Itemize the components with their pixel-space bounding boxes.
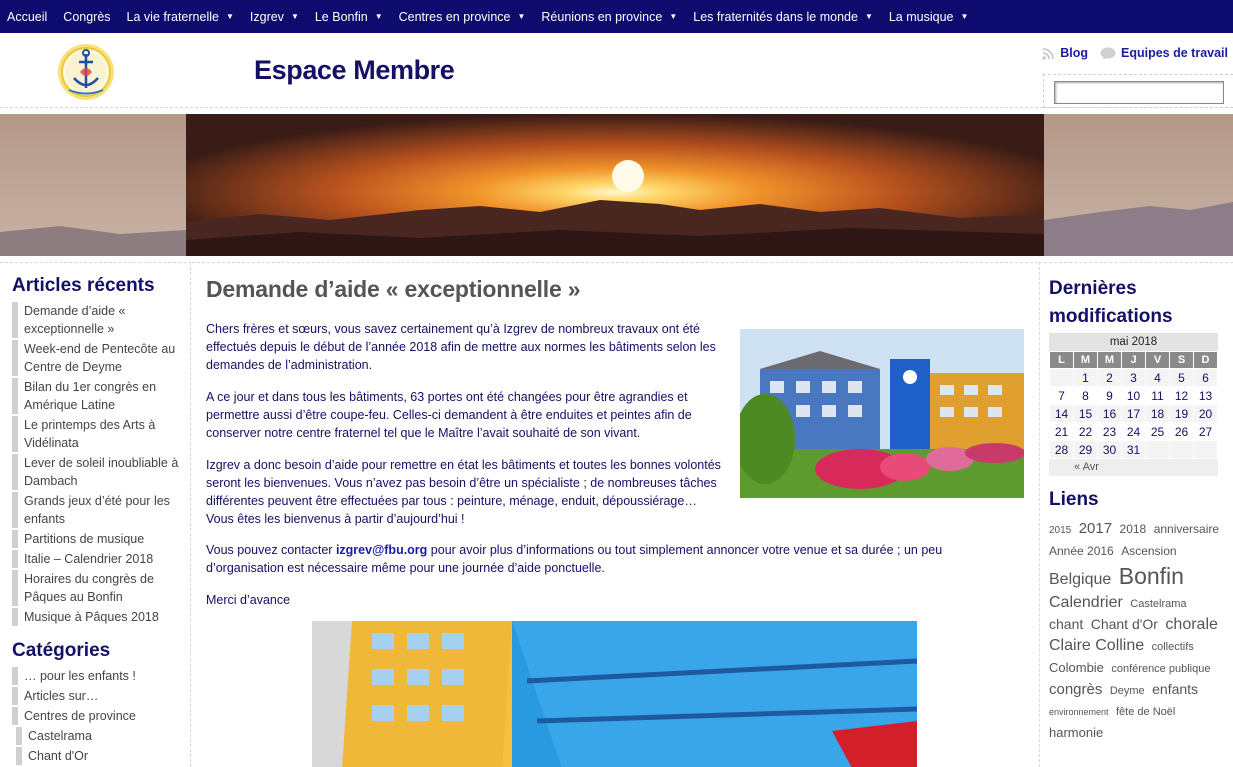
post-paragraph: Merci d’avance [206, 593, 291, 607]
recent-article-link[interactable]: Grands jeux d’été pour les enfants [12, 492, 184, 528]
category-link[interactable]: Castelrama [16, 727, 184, 745]
tag-link[interactable]: enfants [1152, 680, 1199, 697]
recent-articles-heading: Articles récents [12, 275, 155, 296]
work-teams-link[interactable] [1100, 46, 1228, 60]
tag-link[interactable]: Chant d'Or [1090, 615, 1158, 632]
nav-item-label: Centres en province [398, 9, 511, 24]
tag-link[interactable]: harmonie [1049, 724, 1104, 740]
rss-icon [1042, 47, 1055, 60]
calendar-day: 22 [1074, 423, 1098, 441]
calendar-week [1050, 423, 1218, 441]
chat-bubble-icon [1100, 47, 1116, 60]
category-link[interactable]: Chant d'Or [16, 747, 184, 765]
calendar-day: 9 [1098, 387, 1122, 405]
tag-link[interactable]: environnement [1049, 707, 1109, 718]
tag-link[interactable]: Castelrama [1130, 598, 1187, 611]
recent-article-link[interactable]: Horaires du congrès de Pâques au Bonfin [12, 570, 184, 606]
calendar-day: 5 [1170, 369, 1194, 387]
calendar-day: 17 [1122, 405, 1146, 423]
calendar-day: 15 [1074, 405, 1098, 423]
calendar-day: 1 [1074, 369, 1098, 387]
nav-item[interactable] [308, 0, 392, 33]
nav-item[interactable] [534, 0, 686, 33]
tag-link[interactable]: Claire Colline [1049, 637, 1145, 655]
calendar-day-header: V [1146, 352, 1170, 369]
calendar-day: 28 [1050, 441, 1074, 459]
calendar-day: 14 [1050, 405, 1074, 423]
page-title: Espace Membre [254, 55, 455, 85]
calendar-day: 19 [1170, 405, 1194, 423]
calendar-day [1146, 441, 1170, 459]
calendar-day: 20 [1194, 405, 1218, 423]
calendar-day: 18 [1146, 405, 1170, 423]
calendar-day-header: S [1170, 352, 1194, 369]
chevron-down-icon: ▼ [290, 12, 299, 21]
recent-article-link[interactable]: Partitions de musique [12, 530, 184, 548]
contact-text-rest: pour avoir plus d’informations ou tout simplement annoncer votre venue et sa durée ; un peu d’organisation est nécessaire même pour une journée d’aide ponctuelle. [206, 543, 943, 575]
calendar-day: 16 [1098, 405, 1122, 423]
nav-item-label: Congrès [63, 9, 111, 24]
calendar-prev-link[interactable]: « Avr [1049, 459, 1218, 476]
nav-item[interactable] [243, 0, 308, 33]
recent-article-link[interactable]: Demande d’aide « exceptionnelle » [12, 302, 184, 338]
calendar-day-header: L [1050, 352, 1074, 369]
site-header [0, 33, 1233, 108]
work-teams-link-label: Equipes de travail [1121, 46, 1228, 60]
right-sidebar [1039, 262, 1233, 767]
recent-article-link[interactable]: Le printemps des Arts à Vidélinata [12, 416, 184, 452]
calendar-day: 3 [1122, 369, 1146, 387]
latest-changes-heading: Dernières modifications [1049, 278, 1173, 327]
calendar-day: 24 [1122, 423, 1146, 441]
nav-item-label: Accueil [7, 9, 48, 24]
chevron-down-icon: ▼ [669, 12, 678, 21]
category-link[interactable]: Articles sur… [12, 687, 184, 705]
tag-link[interactable]: Année 2016 [1049, 543, 1114, 558]
calendar-day: 8 [1074, 387, 1098, 405]
calendar-day: 25 [1146, 423, 1170, 441]
nav-item[interactable] [686, 0, 882, 33]
recent-article-link[interactable]: Bilan du 1er congrès en Amérique Latine [12, 378, 184, 414]
calendar-day: 6 [1194, 369, 1218, 387]
calendar-day: 21 [1050, 423, 1074, 441]
tag-link[interactable]: 2018 [1119, 522, 1147, 536]
nav-item-label: La vie fraternelle [126, 9, 219, 24]
nav-item-label: Les fraternités dans le monde [693, 9, 858, 24]
chevron-down-icon: ▼ [517, 12, 526, 21]
recent-article-link[interactable]: Musique à Pâques 2018 [12, 608, 184, 626]
sunset-banner-image [0, 114, 1233, 256]
nav-item-label: Izgrev [249, 9, 284, 24]
calendar-day: 27 [1194, 423, 1218, 441]
categories-heading: Catégories [12, 640, 111, 661]
tag-link[interactable]: anniversaire [1153, 522, 1220, 536]
tag-link[interactable]: fête de Noël [1116, 706, 1176, 719]
post-title: Demande d’aide « exceptionnelle » [206, 276, 581, 302]
category-link[interactable]: … pour les enfants ! [12, 667, 184, 685]
tag-link[interactable]: Deyme [1109, 684, 1145, 697]
calendar-day: 4 [1146, 369, 1170, 387]
calendar-day: 30 [1098, 441, 1122, 459]
blog-link[interactable] [1042, 46, 1088, 60]
tag-link[interactable]: collectifs [1151, 641, 1194, 654]
calendar-day: 31 [1122, 441, 1146, 459]
calendar-day [1194, 441, 1218, 459]
tag-link[interactable]: Ascension [1121, 543, 1177, 558]
calendar-day: 7 [1050, 387, 1074, 405]
recent-article-link[interactable]: Italie – Calendrier 2018 [12, 550, 184, 568]
calendar-day-header: M [1098, 352, 1122, 369]
calendar-day: 11 [1146, 387, 1170, 405]
left-sidebar [0, 262, 191, 767]
post-paragraph: Chers frères et sœurs, vous savez certainement qu’à Izgrev de nombreux travaux ont été effectués depuis le début de l’année 2018 afin de mettre aux normes les bâtiments selon les demandes de l’administration. [206, 322, 716, 372]
calendar-day: 23 [1098, 423, 1122, 441]
nav-item[interactable] [392, 0, 535, 33]
contact-text: Vous pouvez contacter [206, 543, 336, 557]
nav-item[interactable] [56, 0, 119, 33]
chevron-down-icon: ▼ [225, 12, 234, 21]
tag-link[interactable]: conférence publique [1111, 663, 1211, 676]
calendar-week [1050, 369, 1218, 387]
tag-link[interactable]: congrès [1049, 680, 1103, 698]
tag-link[interactable]: Bonfin [1118, 563, 1184, 590]
search-box [1043, 74, 1233, 108]
calendar-day-header: D [1194, 352, 1218, 369]
nav-item-label: Réunions en province [541, 9, 663, 24]
recent-article-link[interactable]: Week-end de Pentecôte au Centre de Deyme [12, 340, 184, 376]
main-content [192, 262, 1038, 767]
calendar-day: 26 [1170, 423, 1194, 441]
blog-link-label: Blog [1060, 46, 1089, 60]
post-paragraph: A ce jour et dans tous les bâtiments, 63 portes ont été changées pour être agrandies et permettre aussi d’être coupe-feu. Celles-ci demandent à être enduites et peintes afin de conserver notre centre fraternel tel que le Maître l’avait souhaité de son vivant. [206, 390, 692, 440]
chevron-down-icon: ▼ [864, 12, 873, 21]
tag-link[interactable]: Belgique [1049, 571, 1112, 589]
calendar-day [1170, 441, 1194, 459]
calendar-day-header: J [1122, 352, 1146, 369]
links-heading: Liens [1049, 489, 1099, 510]
header-links [1030, 46, 1228, 60]
nav-item[interactable] [120, 0, 243, 33]
top-navigation [0, 0, 1233, 33]
tag-link[interactable]: chorale [1165, 615, 1218, 633]
calendar-week [1050, 405, 1218, 423]
tag-link[interactable]: chant [1049, 615, 1084, 632]
tag-link[interactable]: 2017 [1078, 520, 1113, 537]
chevron-down-icon: ▼ [374, 12, 383, 21]
categories-list [12, 667, 190, 765]
tag-cloud [1049, 518, 1229, 743]
recent-articles-list [12, 302, 190, 626]
calendar-day: 29 [1074, 441, 1098, 459]
recent-article-link[interactable]: Lever de soleil inoubliable à Dambach [12, 454, 184, 490]
nav-item[interactable] [882, 0, 978, 33]
building-facade-photo [312, 621, 917, 767]
calendar-day: 13 [1194, 387, 1218, 405]
tag-link[interactable]: Calendrier [1049, 594, 1123, 612]
email-link[interactable]: izgrev@fbu.org [335, 543, 428, 557]
calendar-day: 2 [1098, 369, 1122, 387]
tag-link[interactable]: Colombie [1049, 660, 1104, 676]
calendar-day: 12 [1170, 387, 1194, 405]
post-paragraph: Izgrev a donc besoin d’aide pour remettre en état les bâtiments et toutes les bonnes volontés seront les bienvenues. Vous n’avez pas besoin d’être un spécialiste ; de nombreuses tâches différentes peuvent être effectuées par tous : peinture, ménage, enduit, dépoussiérage… Vous êtes les bienvenus à partir d’aujourd’hui ! [206, 458, 721, 526]
calendar-week [1050, 387, 1218, 405]
calendar [1049, 333, 1218, 459]
calendar-day [1050, 369, 1074, 387]
category-link[interactable]: Centres de province [12, 707, 184, 725]
chevron-down-icon: ▼ [960, 12, 969, 21]
nav-item[interactable] [0, 0, 56, 33]
site-logo[interactable] [55, 42, 117, 102]
post-paragraph-contact [206, 541, 966, 577]
izgrev-building-photo [740, 329, 1024, 498]
tag-link[interactable]: 2015 [1049, 525, 1072, 536]
calendar-day-header: M [1074, 352, 1098, 369]
calendar-caption: mai 2018 [1049, 333, 1218, 351]
calendar-day: 10 [1122, 387, 1146, 405]
nav-item-label: Le Bonfin [314, 9, 368, 24]
nav-item-label: La musique [888, 9, 954, 24]
search-input[interactable] [1054, 81, 1224, 104]
calendar-week [1050, 441, 1218, 459]
